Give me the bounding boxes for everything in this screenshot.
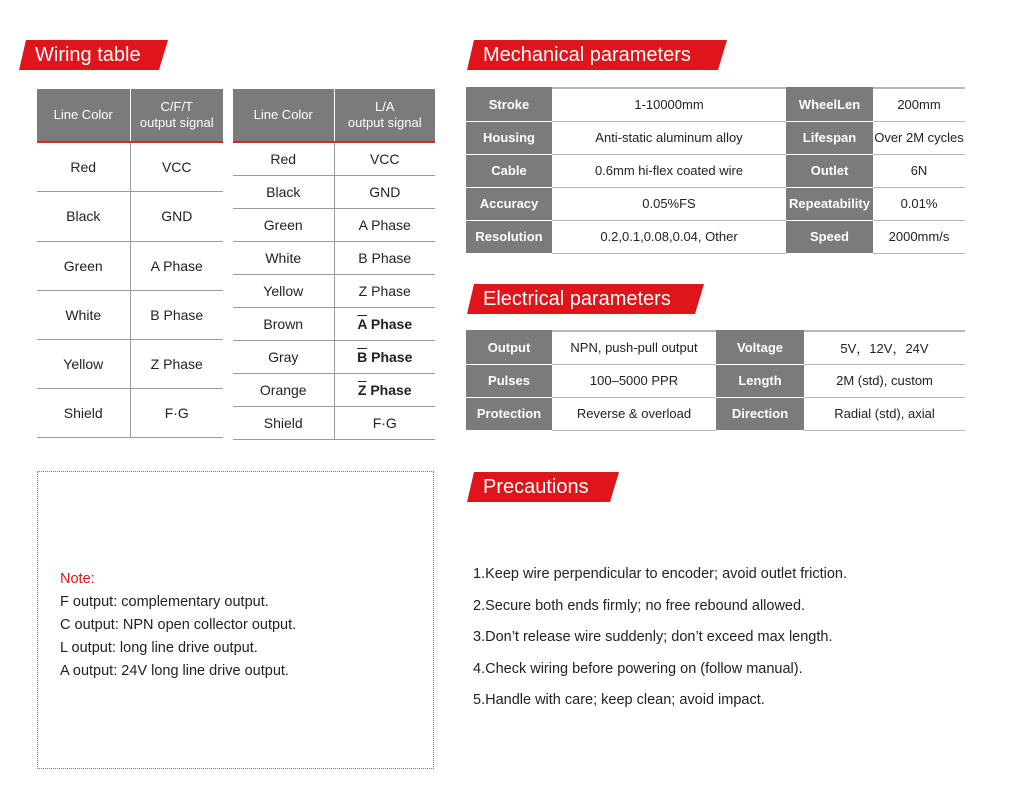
mechanical-parameters-banner bbox=[467, 40, 727, 70]
signal-cell: B Phase bbox=[334, 241, 435, 274]
line-color-cell: Brown bbox=[233, 307, 334, 340]
line-color-cell: White bbox=[37, 290, 130, 339]
param-label: WheelLen bbox=[786, 88, 873, 121]
param-row bbox=[466, 364, 965, 397]
param-row bbox=[466, 121, 965, 154]
signal-suffix: Phase bbox=[366, 315, 413, 332]
param-label: Repeatability bbox=[786, 187, 873, 220]
section-title: Electrical parameters bbox=[483, 288, 671, 310]
param-label: Protection bbox=[466, 397, 552, 430]
precaution-item: 3.Don’t release wire suddenly; don’t exceed max length. bbox=[473, 629, 833, 645]
note-line: A output: 24V long line drive output. bbox=[60, 663, 289, 679]
signal-cell: Z Phase bbox=[130, 339, 223, 388]
table-row bbox=[37, 241, 223, 290]
param-row bbox=[466, 220, 965, 253]
signal-cell: A Phase bbox=[334, 208, 435, 241]
note-line: C output: NPN open collector output. bbox=[60, 617, 297, 633]
param-label: Voltage bbox=[716, 331, 804, 364]
line-color-cell: Yellow bbox=[233, 274, 334, 307]
section-title: Precautions bbox=[483, 476, 589, 498]
note-line: F output: complementary output. bbox=[60, 594, 269, 610]
signal-cell bbox=[334, 373, 435, 406]
wiring-table-la bbox=[233, 89, 435, 440]
param-label: Accuracy bbox=[466, 187, 552, 220]
param-value: 6N bbox=[873, 154, 965, 187]
table-row bbox=[37, 388, 223, 437]
param-label: Pulses bbox=[466, 364, 552, 397]
section-title: Mechanical parameters bbox=[483, 44, 691, 66]
line-color-cell: Green bbox=[37, 241, 130, 290]
table-row bbox=[233, 307, 435, 340]
signal-letter: $\overline{Z}$ bbox=[357, 381, 367, 398]
param-label: Lifespan bbox=[786, 121, 873, 154]
precautions-banner bbox=[467, 472, 619, 502]
param-value: 0.6mm hi-flex coated wire bbox=[552, 154, 786, 187]
wiring-table-banner bbox=[19, 40, 168, 70]
param-label: Speed bbox=[786, 220, 873, 253]
param-value: 0.05%FS bbox=[552, 187, 786, 220]
param-value: Reverse & overload bbox=[552, 397, 716, 430]
mechanical-parameters-table bbox=[466, 87, 965, 254]
line-color-cell: Orange bbox=[233, 373, 334, 406]
table-row bbox=[37, 142, 223, 191]
table-row bbox=[233, 208, 435, 241]
table-row bbox=[37, 339, 223, 388]
note-content bbox=[60, 568, 296, 683]
header-row bbox=[233, 89, 435, 142]
precaution-item: 4.Check wiring before powering on (follow manual). bbox=[473, 660, 803, 677]
line-color-cell: Yellow bbox=[37, 339, 130, 388]
table-row bbox=[233, 142, 435, 175]
table-row bbox=[37, 191, 223, 241]
param-value: NPN, push-pull output bbox=[552, 331, 716, 364]
column-header-line-color: Line Color bbox=[37, 89, 130, 142]
signal-cell: F·G bbox=[130, 388, 223, 437]
signal-letter: $\overline{B}$ bbox=[357, 348, 368, 365]
param-value: Anti-static aluminum alloy bbox=[552, 121, 786, 154]
param-row bbox=[466, 88, 965, 121]
line-color-cell: Red bbox=[37, 142, 130, 191]
signal-cell: VCC bbox=[334, 142, 435, 175]
electrical-parameters-table bbox=[466, 330, 965, 431]
param-label: Resolution bbox=[466, 220, 552, 253]
note-box bbox=[37, 471, 434, 769]
signal-cell: VCC bbox=[130, 142, 223, 191]
line-color-cell: Shield bbox=[37, 388, 130, 437]
param-value: Over 2M cycles bbox=[873, 121, 965, 154]
signal-suffix: Phase bbox=[367, 348, 413, 365]
param-row bbox=[466, 397, 965, 430]
param-value: 2M (std), custom bbox=[804, 364, 965, 397]
table-row bbox=[233, 406, 435, 439]
signal-cell: GND bbox=[130, 191, 223, 241]
signal-cell: A Phase bbox=[130, 241, 223, 290]
wiring-table-cft bbox=[37, 89, 223, 438]
electrical-parameters-banner bbox=[467, 284, 704, 314]
param-label: Direction bbox=[716, 397, 804, 430]
line-color-cell: Green bbox=[233, 208, 334, 241]
signal-cell: B Phase bbox=[130, 290, 223, 339]
table-row bbox=[233, 373, 435, 406]
table-row bbox=[233, 175, 435, 208]
line-color-cell: Shield bbox=[233, 406, 334, 439]
param-value: 0.2,0.1,0.08,0.04, Other bbox=[552, 220, 786, 253]
precautions-list bbox=[473, 560, 847, 718]
param-label: Housing bbox=[466, 121, 552, 154]
param-label: Outlet bbox=[786, 154, 873, 187]
table-row bbox=[37, 290, 223, 339]
table-row bbox=[233, 274, 435, 307]
param-label: Length bbox=[716, 364, 804, 397]
table-row bbox=[233, 340, 435, 373]
signal-cell: GND bbox=[334, 175, 435, 208]
param-row bbox=[466, 154, 965, 187]
column-header-output-signal: C/F/T output signal bbox=[130, 89, 223, 142]
param-row bbox=[466, 187, 965, 220]
column-header-line-color: Line Color bbox=[233, 89, 334, 142]
line-color-cell: Gray bbox=[233, 340, 334, 373]
param-value: 200mm bbox=[873, 88, 965, 121]
line-color-cell: Red bbox=[233, 142, 334, 175]
header-row bbox=[37, 89, 223, 142]
signal-suffix: Phase bbox=[366, 381, 412, 398]
param-label: Cable bbox=[466, 154, 552, 187]
precaution-item: 2.Secure both ends firmly; no free rebound allowed. bbox=[473, 597, 806, 614]
precaution-item: 1.Keep wire perpendicular to encoder; avoid outlet friction. bbox=[473, 566, 847, 582]
param-row bbox=[466, 331, 965, 364]
note-title: Note: bbox=[60, 571, 95, 587]
precaution-item: 5.Handle with care; keep clean; avoid impact. bbox=[473, 692, 765, 708]
param-label: Output bbox=[466, 331, 552, 364]
param-value: 0.01% bbox=[873, 187, 965, 220]
signal-cell bbox=[334, 307, 435, 340]
param-value: 2000mm/s bbox=[873, 220, 965, 253]
signal-letter: $\overline{A}$ bbox=[357, 315, 367, 332]
param-value: 1-10000mm bbox=[552, 88, 786, 121]
line-color-cell: Black bbox=[233, 175, 334, 208]
signal-cell: Z Phase bbox=[334, 274, 435, 307]
param-label: Stroke bbox=[466, 88, 552, 121]
note-line: L output: long line drive output. bbox=[60, 640, 258, 656]
signal-cell: F·G bbox=[334, 406, 435, 439]
param-value: 5V，12V，24V bbox=[804, 331, 965, 364]
param-value: 100–5000 PPR bbox=[552, 364, 716, 397]
section-title: Wiring table bbox=[35, 44, 141, 66]
line-color-cell: Black bbox=[37, 191, 130, 241]
column-header-output-signal: L/A output signal bbox=[334, 89, 435, 142]
line-color-cell: White bbox=[233, 241, 334, 274]
signal-cell bbox=[334, 340, 435, 373]
table-row bbox=[233, 241, 435, 274]
param-value: Radial (std), axial bbox=[804, 397, 965, 430]
